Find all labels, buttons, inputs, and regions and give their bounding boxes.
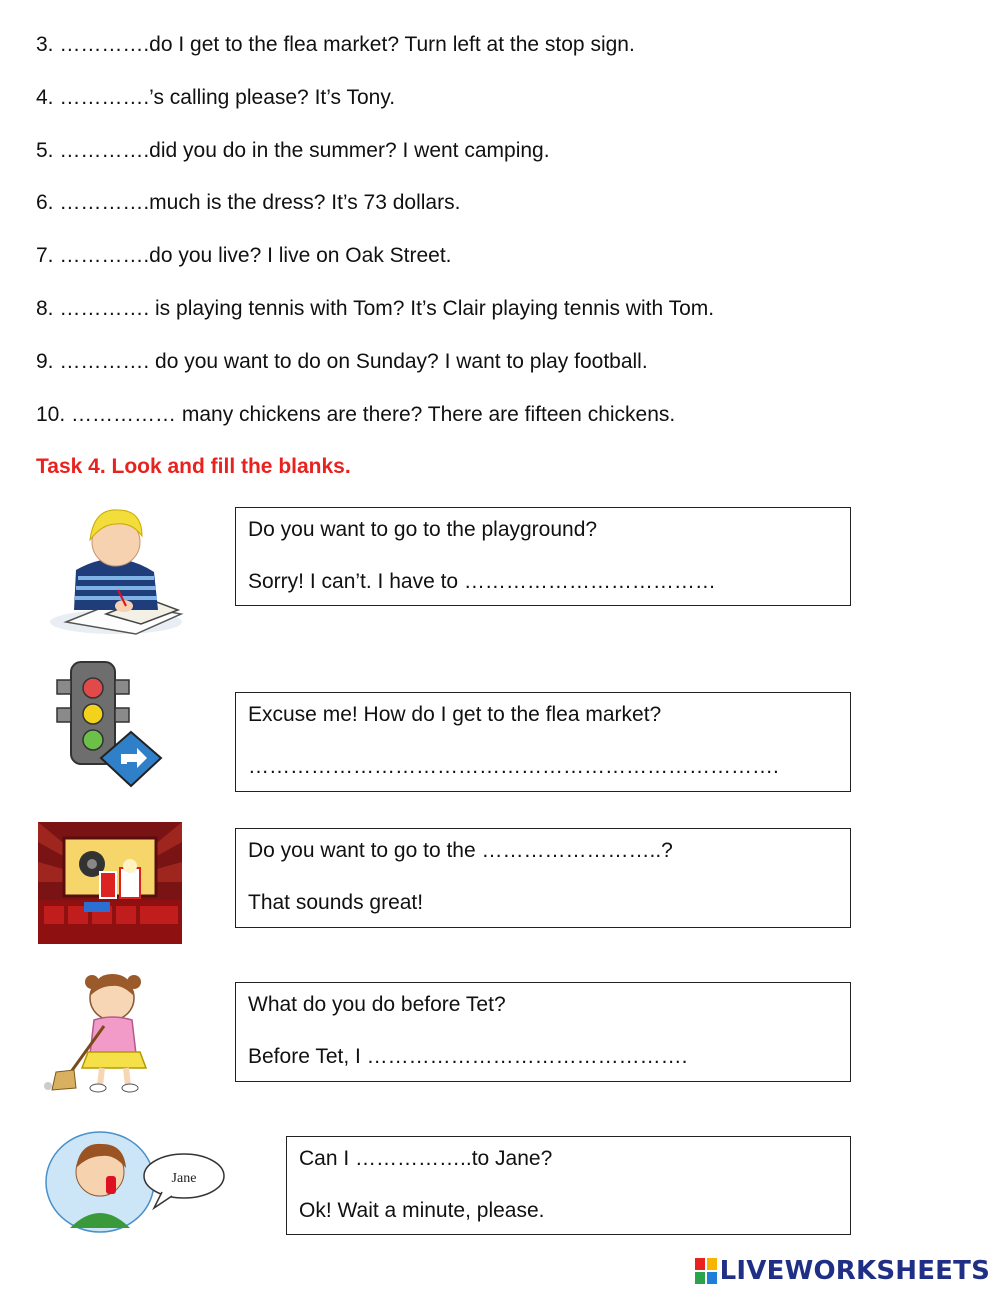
question-3: 3. ………….do I get to the flea market? Turn left at the stop sign. [36,33,635,56]
logo-blocks-icon [695,1258,717,1284]
dialogue-box-3 [235,828,851,928]
question-6: 6. ………….much is the dress? It’s 73 dollars. [36,191,461,214]
liveworksheets-logo [695,1256,990,1286]
dialogue-5-question: Can I ……………..to Jane? [299,1147,553,1170]
boy-phone-icon [44,1128,234,1236]
traffic-light-icon [55,660,165,790]
dialogue-box-4 [235,982,851,1082]
dialogue-2-question: Excuse me! How do I get to the flea market? [248,703,662,726]
dialogue-1-question: Do you want to go to the playground? [248,518,598,541]
dialogue-4-answer: Before Tet, I ………………………………………. [248,1045,688,1068]
speech-bubble-name: Jane [171,1171,197,1186]
girl-sweeping-icon [42,968,174,1096]
task-4-heading: Task 4. Look and fill the blanks. [36,455,351,478]
logo-text: LIVEWORKSHEETS [719,1256,990,1286]
dialogue-5-answer: Ok! Wait a minute, please. [299,1199,545,1222]
dialogue-1-answer: Sorry! I can’t. I have to ……………………………… [248,570,716,593]
dialogue-3-answer: That sounds great! [248,891,424,914]
cinema-icon [38,822,182,944]
dialogue-box-5 [286,1136,851,1235]
question-4: 4. ………….’s calling please? It’s Tony. [36,86,396,109]
dialogue-4-question: What do you do before Tet? [248,993,506,1016]
boy-studying-icon [46,502,184,638]
dialogue-2-answer: …………………………………………………………………. [248,755,779,778]
question-5: 5. ………….did you do in the summer? I went camping. [36,139,550,162]
question-7: 7. ………….do you live? I live on Oak Street. [36,244,452,267]
question-8: 8. …………. is playing tennis with Tom? It’s Clair playing tennis with Tom. [36,297,715,320]
dialogue-box-1 [235,507,851,606]
question-10: 10. …………… many chickens are there? There are fifteen chickens. [36,403,676,426]
dialogue-3-question: Do you want to go to the ……………………..? [248,839,673,862]
dialogue-box-2 [235,692,851,792]
question-9: 9. …………. do you want to do on Sunday? I want to play football. [36,350,648,373]
